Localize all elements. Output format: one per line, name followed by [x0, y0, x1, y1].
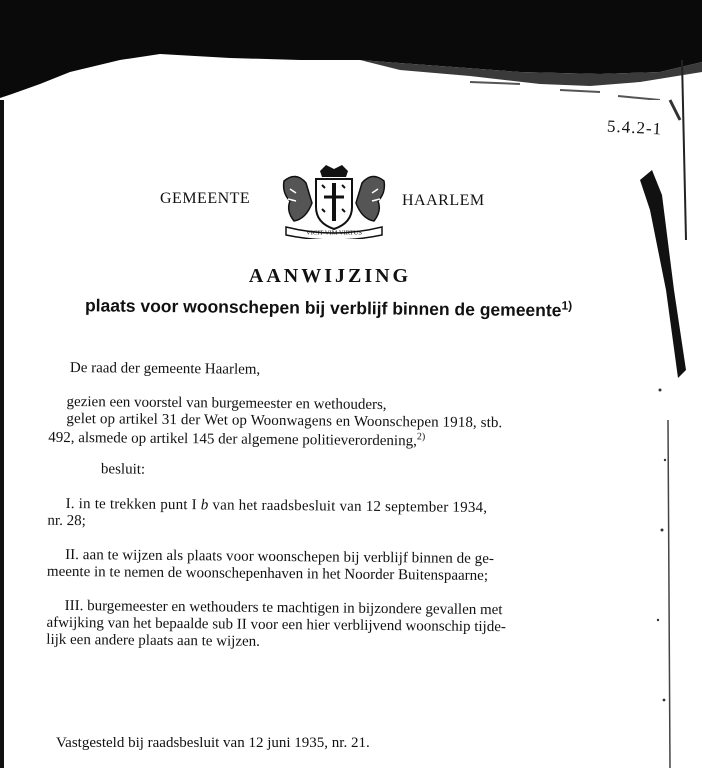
item-3-line-1: III. burgemeester en wethouders te machtigen in bijzondere gevallen met: [64, 597, 503, 619]
consideration-line-2: gelet op artikel 31 der Wet op Woonwagens en Woonschepen 1918, stb.: [66, 410, 503, 432]
item-1-line-2: nr. 28;: [47, 512, 86, 530]
besluit-label: besluit:: [100, 461, 146, 478]
item-3-line-2: afwijking van het bepaalde sub II voor een hier verblijvend woonschip tijde-: [46, 614, 506, 636]
subtitle-footnote-ref: 1): [561, 298, 573, 313]
subtitle-text: plaats voor woonschepen bij verblijf binnen de gemeente: [84, 295, 562, 321]
document-title: AANWIJZING: [248, 265, 412, 287]
item-2-line-1: II. aan te wijzen als plaats voor woonschepen bij verblijf binnen de ge-: [65, 546, 495, 568]
adoption-footer: Vastgesteld bij raadsbesluit van 12 juni 1935, nr. 21.: [56, 735, 370, 751]
consideration-line-3-text: 492, alsmede op artikel 145 der algemene politieverordening,: [48, 429, 417, 450]
svg-text:VICIT VIM VIRTUS: VICIT VIM VIRTUS: [306, 229, 362, 237]
intro-line: De raad der gemeente Haarlem,: [69, 360, 261, 378]
consideration-footnote-ref: 2): [416, 431, 426, 443]
item-3-line-3: lijk een andere plaats aan te wijzen.: [46, 631, 261, 650]
item-1-line-1: [66, 496, 488, 517]
consideration-line-1: gezien een voorstel van burgemeester en wethouders,: [66, 393, 387, 414]
header-city-word: HAARLEM: [402, 192, 485, 209]
item-2-line-2: meente in te nemen de woonschepenhaven in het Noorder Buitenspaarne;: [46, 563, 489, 585]
item-1-text-a: I. in te trekken punt I: [65, 495, 201, 514]
item-1-text-b: van het raadsbesluit van 12 september 1934,: [208, 497, 488, 517]
item-1-italic-b: b: [200, 497, 209, 514]
document-code: 5.4.2-1: [606, 116, 663, 139]
consideration-line-3: [48, 428, 425, 451]
header-municipality-word: GEMEENTE: [160, 190, 251, 207]
